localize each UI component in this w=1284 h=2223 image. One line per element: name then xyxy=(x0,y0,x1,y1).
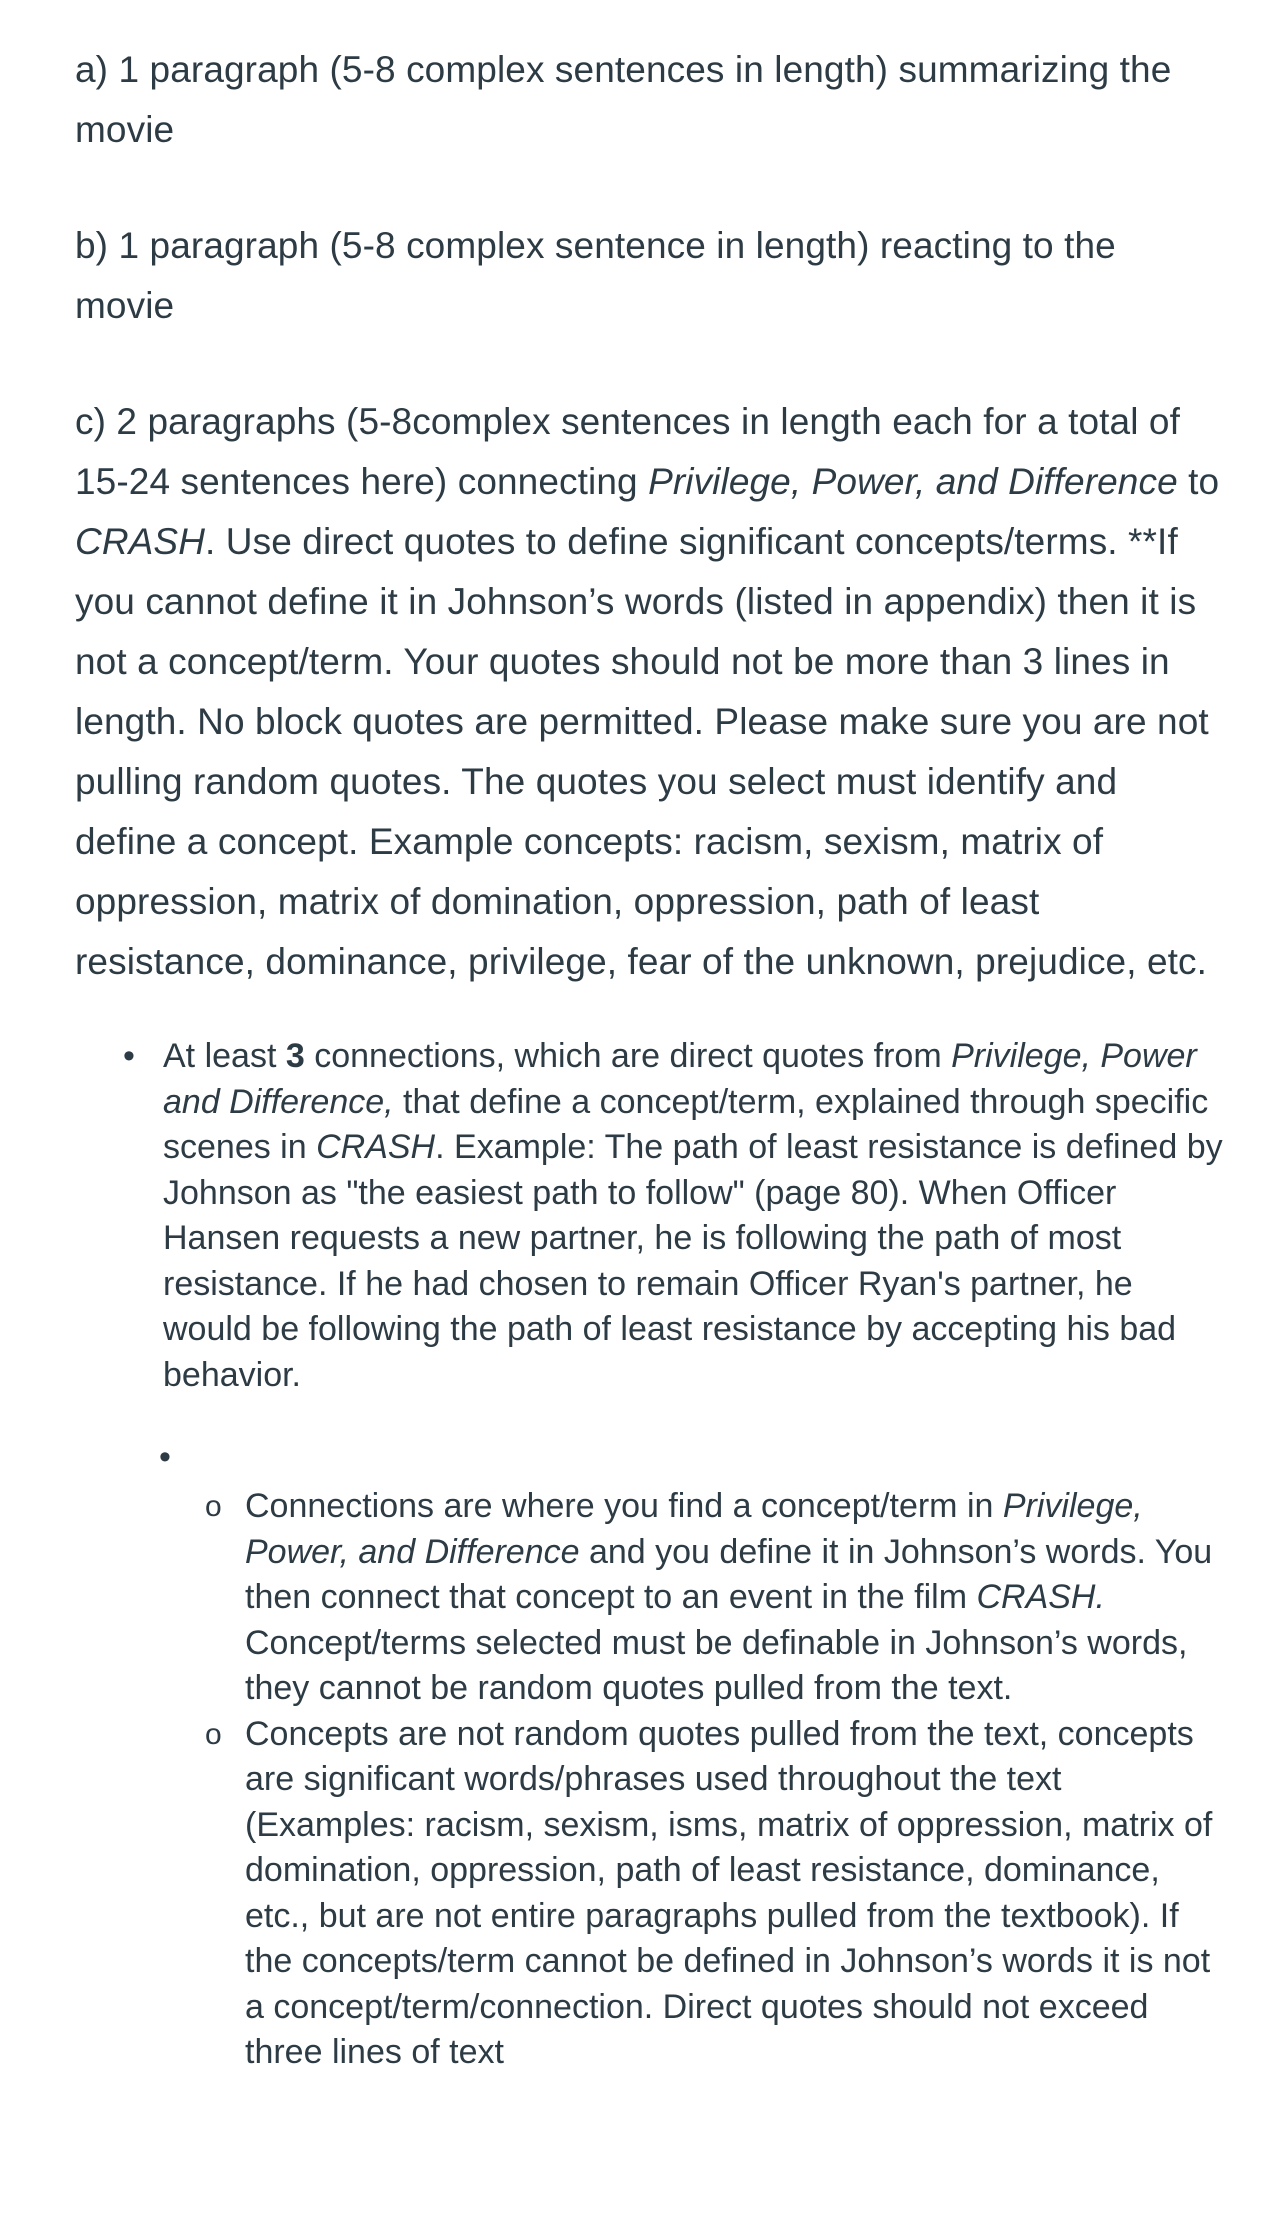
paragraph-c-text-2: to xyxy=(1177,461,1220,502)
requirements-list xyxy=(75,1034,1224,1398)
sub-list-item xyxy=(205,1712,1224,2076)
sub-1-text-1: Connections are where you find a concept/term in xyxy=(245,1487,1003,1525)
bullet-text-3: that define a concept/term, explained through specific scenes in xyxy=(163,1082,1209,1166)
sub-list-item xyxy=(205,1484,1224,1712)
film-title: CRASH. xyxy=(976,1578,1105,1616)
book-title: Privilege, Power and Difference, xyxy=(163,1037,1197,1121)
sub-list xyxy=(75,1484,1224,2076)
list-item xyxy=(123,1034,1224,1398)
bullet-text-2: connections, which are direct quotes from xyxy=(304,1037,952,1075)
paragraph-b xyxy=(75,216,1224,336)
bullet-icon: • xyxy=(159,1438,171,1476)
circle-bullet-icon: o xyxy=(205,1490,222,1523)
connection-count: 3 xyxy=(285,1037,305,1075)
paragraph-a xyxy=(75,40,1224,160)
book-title: Privilege, Power, and Difference xyxy=(648,461,1178,502)
paragraph-c-text-1: c) 2 paragraphs (5-8complex sentences in length each for a total of 15-24 sentences here) connecting xyxy=(75,401,1180,502)
circle-bullet-icon: o xyxy=(205,1717,222,1751)
bullet-text-4: . Example: The path of least resistance is defined by Johnson as "the easiest path to follow" (page 80). When Officer Hansen requests a new partner, he is following the path of most resistance. If he had chosen to remain Officer Ryan's partner, he would be following the path of least resistance by accepting his bad behavior. xyxy=(163,1128,1223,1394)
sub-1-text-2: and you define it in Johnson’s words. You then connect that concept to an event in the film xyxy=(245,1532,1213,1616)
film-title: CRASH xyxy=(75,521,206,562)
paragraph-c-text-3: . Use direct quotes to define significant concepts/terms. **If you cannot define it in Johnson’s words (listed in appendix) then it is not a concept/term. Your quotes should not be more than 3 lines in length. No block quotes are permitted. Please make sure you are not pulling random quotes. The quotes you select must identify and define a concept. Example concepts: racism, sexism, matrix of oppression, matrix of domination, oppression, path of least resistance, dominance, privilege, fear of the unknown, prejudice, etc. xyxy=(75,521,1209,982)
empty-list-item xyxy=(75,1438,1224,1484)
bullet-text-1: At least xyxy=(163,1037,286,1075)
sub-1-text-3: Concept/terms selected must be definable in Johnson’s words, they cannot be random quotes pulled from the text. xyxy=(245,1623,1188,1707)
film-title: CRASH xyxy=(316,1128,436,1166)
bullet-icon: • xyxy=(123,1037,135,1075)
book-title: Privilege, Power, and Difference xyxy=(245,1487,1143,1571)
paragraph-b-text: b) 1 paragraph (5-8 complex sentence in length) reacting to the movie xyxy=(75,225,1116,326)
sub-2-text: Concepts are not random quotes pulled from the text, concepts are significant words/phrases used throughout the text (Examples: racism, sexism, isms, matrix of oppression, matrix of domination, oppression, path of least resistance, dominance, etc., but are not entire paragraphs pulled from the textbook). If the concepts/term cannot be defined in Johnson’s words it is not a concept/term/connection. Direct quotes should not exceed three lines of text xyxy=(245,1714,1213,2071)
paragraph-a-text: a) 1 paragraph (5-8 complex sentences in length) summarizing the movie xyxy=(75,49,1172,150)
paragraph-c xyxy=(75,392,1224,992)
